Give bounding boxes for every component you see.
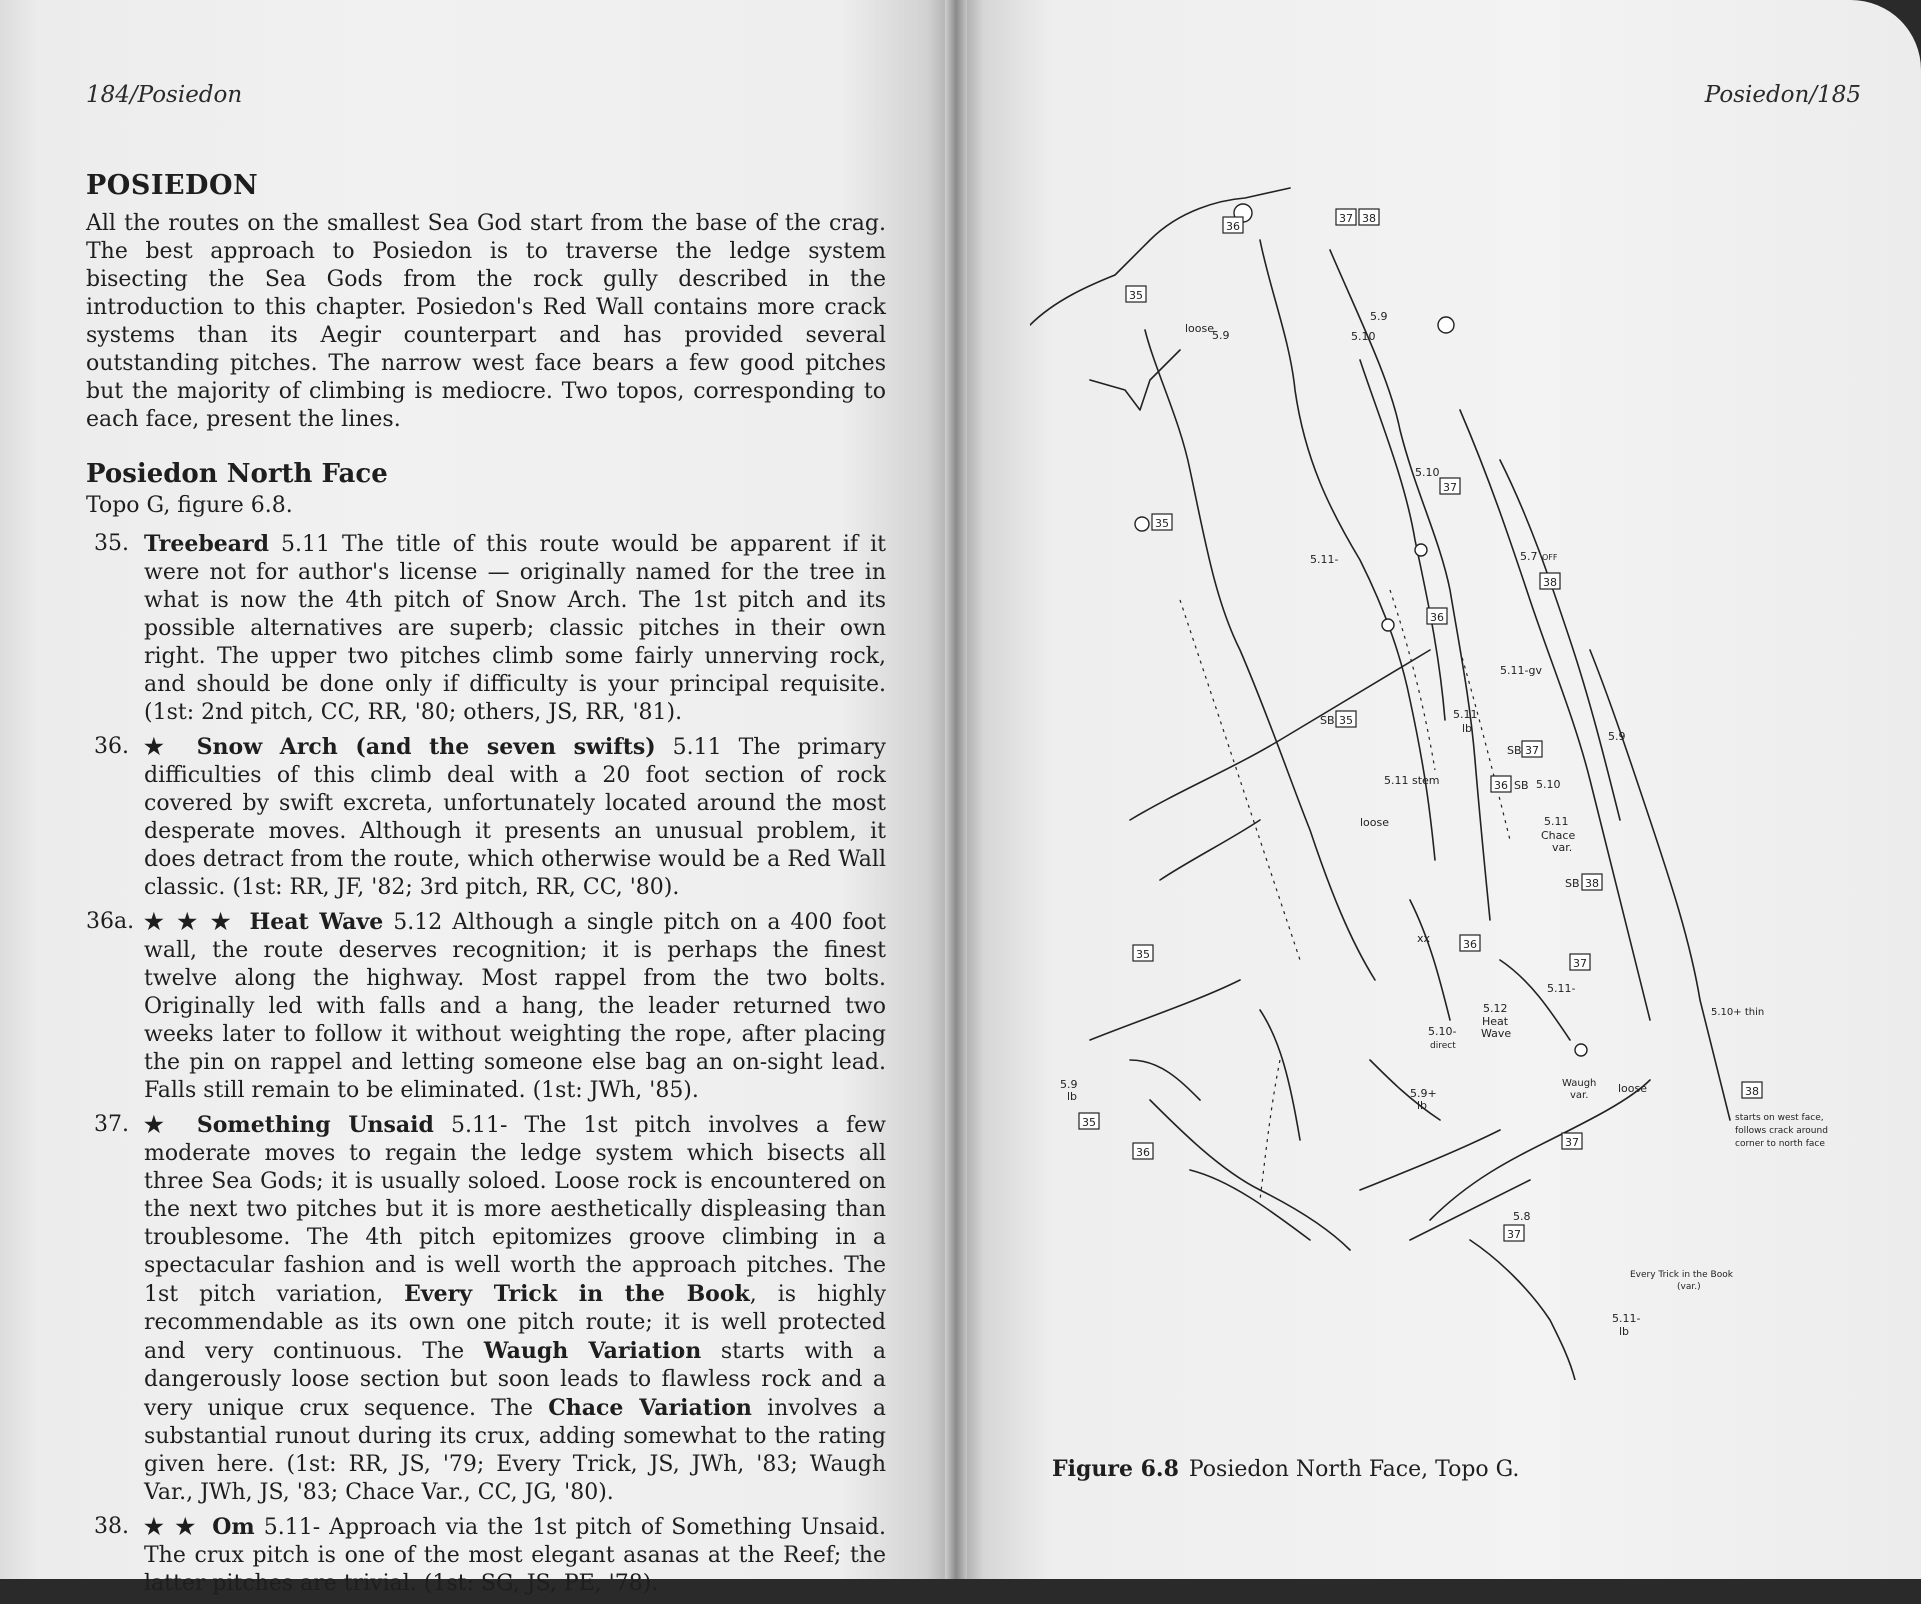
- running-head-left: 184/Posiedon: [86, 82, 243, 108]
- tree-icon: [1438, 317, 1454, 333]
- topo-note: SB: [1507, 744, 1522, 757]
- topo-note: SB: [1565, 877, 1580, 890]
- topo-note: lb: [1619, 1325, 1630, 1338]
- variation-name: Chace Variation: [548, 1395, 752, 1421]
- topo-note: OFF: [1542, 553, 1558, 562]
- topo-note: Chace: [1541, 829, 1576, 842]
- route-number: 36a.: [86, 909, 135, 934]
- route-box-label: 35: [1155, 517, 1169, 530]
- topo-note: Heat: [1482, 1015, 1509, 1028]
- route-description: involves a substantial runout during its crux, adding somewhat to the rating given here. (1st: RR, JS, '79; Every Trick, JS, JWh, '83; Waugh Var., JWh, JS, '83; Chace Var., CC, JG, '80).: [144, 1396, 887, 1505]
- route-entry-36a: [86, 908, 886, 1105]
- route-description: Approach via the 1st pitch of Something Unsaid. The crux pitch is one of the most elegant asanas at the Reef; the latter pitches are trivial. (1st: SG, JS, PE, '78).: [144, 1515, 887, 1596]
- grade-label: 5.7: [1520, 550, 1538, 563]
- grade-label: 5.9: [1060, 1078, 1078, 1091]
- grade-label: 5.11-gv: [1500, 664, 1542, 677]
- star-rating: ★: [144, 734, 174, 760]
- route-description: , is highly recommendable as its own one pitch route; it is well protected and very continuous. The: [144, 1282, 887, 1364]
- variation-name: Waugh Variation: [483, 1338, 702, 1364]
- grade-label: 5.8: [1513, 1210, 1531, 1223]
- route-number: 35.: [94, 531, 129, 556]
- topo-note: (var.): [1677, 1282, 1701, 1292]
- route-entry-37: [86, 1111, 886, 1507]
- topo-note: direct: [1430, 1041, 1456, 1051]
- route-entry-35: [86, 530, 886, 727]
- route-number: 36.: [94, 734, 129, 759]
- route-box-label: 36: [1430, 611, 1444, 624]
- caption-text: Posiedon North Face, Topo G.: [1188, 1457, 1520, 1482]
- route-name: Om: [212, 1514, 255, 1540]
- route-box-label: 38: [1543, 576, 1557, 589]
- route-box-label: 37: [1339, 212, 1353, 225]
- route-box-label: 37: [1573, 957, 1587, 970]
- topo-note: SB: [1320, 714, 1335, 727]
- grade-label: 5.11-: [1612, 1312, 1641, 1325]
- route-description: The 1st pitch involves a few moderate moves to regain the ledge system which bisects all three Sea Gods; it is usually soloed. Loose rock is encountered on the next two pitches but it is more aesthetically displeasing than troublesome. The 4th pitch epitomizes groove climbing in a spectacular fashion and is well worth the approach pitches. The 1st pitch variation,: [144, 1113, 887, 1307]
- route-box-label: 38: [1585, 877, 1599, 890]
- topo-note: var.: [1552, 841, 1573, 854]
- running-head-right: Posiedon/185: [1704, 82, 1861, 108]
- grade-label: 5.11-: [1310, 553, 1339, 566]
- route-box-label: 37: [1565, 1136, 1579, 1149]
- book-gutter: [945, 0, 967, 1579]
- grade-label: 5.10: [1415, 466, 1440, 479]
- grade-label: 5.9: [1608, 730, 1626, 743]
- chapter-title: POSIEDON: [86, 170, 259, 201]
- left-page-content: [86, 172, 886, 1604]
- grade-label: 5.11: [1453, 708, 1478, 721]
- route-box-label: 36: [1494, 779, 1508, 792]
- route-box-label: 37: [1443, 481, 1457, 494]
- route-description: Although a single pitch on a 400 foot wall, the route deserves recognition; it is perhaps the finest twelve along the highway. Most rappel from the two bolts. Originally led with falls and a hang, the leader returned two weeks later to follow it without weighting the rope, after placing the pin on rappel and letting someone else bag an on-sight lead. Falls still remain to be eliminated. (1st: JWh, '85).: [144, 910, 886, 1103]
- route-box-label: 35: [1339, 714, 1353, 727]
- topo-note: lb: [1462, 722, 1473, 735]
- grade-label: 5.10-: [1428, 1025, 1457, 1038]
- grade-label: 5.10: [1351, 330, 1376, 343]
- topo-note: lb: [1067, 1090, 1078, 1103]
- route-box-label: 35: [1082, 1116, 1096, 1129]
- grade-label: 5.10+ thin: [1711, 1007, 1765, 1018]
- topo-figure: [1030, 180, 1890, 1380]
- route-box-label: 36: [1226, 220, 1240, 233]
- section-title: Posiedon North Face: [86, 459, 388, 489]
- route-grade: 5.11: [672, 735, 722, 760]
- topo-note: follows crack around: [1735, 1126, 1828, 1136]
- route-box-label: 35: [1136, 948, 1150, 961]
- intro-paragraph: All the routes on the smallest Sea God start from the base of the crag. The best approach to Posiedon is to traverse the ledge system bisecting the Sea Gods from the rock gully described in the introduction to this chapter. Posiedon's Red Wall contains more crack systems than its Aegir counterpart and has provided several outstanding pitches. The narrow west face bears a few good pitches but the majority of climbing is mediocre. Two topos, corresponding to each face, present the lines.: [86, 211, 886, 432]
- route-name: Heat Wave: [249, 909, 384, 935]
- route-description: The primary difficulties of this climb deal with a 20 foot section of rock covered by swift excreta, unfortunately located around the most desperate moves. Although it presents an unusual problem, it does detract from the route, which otherwise would be a Red Wall classic. (1st: RR, JF, '82; 3rd pitch, RR, CC, '80).: [144, 735, 886, 900]
- topo-note: loose: [1360, 816, 1390, 829]
- topo-note: lb: [1417, 1099, 1428, 1112]
- route-grade: 5.11-: [263, 1515, 321, 1540]
- route-box-label: 38: [1745, 1085, 1759, 1098]
- topo-note: loose: [1618, 1082, 1648, 1095]
- tree-icon: [1575, 1044, 1587, 1056]
- route-name: Snow Arch (and the seven swifts): [196, 734, 656, 760]
- figure-caption: [1052, 1456, 1519, 1482]
- grade-label: 5.11-: [1547, 982, 1576, 995]
- topo-note: var.: [1570, 1090, 1589, 1101]
- route-lines: [1180, 590, 1510, 1200]
- route-box-label: 36: [1463, 938, 1477, 951]
- route-box-label: 35: [1129, 289, 1143, 302]
- route-box-label: 37: [1525, 744, 1539, 757]
- route-description: starts with a dangerously loose section but soon leads to flawless rock and a very unique crux sequence. The: [144, 1339, 887, 1421]
- grade-label: 5.9: [1370, 310, 1388, 323]
- route-grade: 5.11: [281, 532, 330, 557]
- topo-note: xx: [1417, 932, 1431, 945]
- grade-label: 5.9: [1212, 329, 1230, 342]
- grade-label: 5.11 stem: [1384, 774, 1440, 787]
- topo-labels: [1060, 212, 1828, 1338]
- topo-note: starts on west face,: [1735, 1113, 1824, 1123]
- tree-icon: [1382, 619, 1394, 631]
- topo-note: loose: [1185, 322, 1215, 335]
- grade-label: 5.9+: [1410, 1087, 1437, 1100]
- route-box-label: 38: [1362, 212, 1376, 225]
- topo-reference: Topo G, figure 6.8.: [86, 493, 293, 518]
- route-name: Treebeard: [144, 531, 269, 557]
- star-rating: ★ ★: [144, 1514, 198, 1540]
- route-box-label: 37: [1507, 1228, 1521, 1241]
- topo-note: SB: [1514, 779, 1529, 792]
- topo-note: corner to north face: [1735, 1139, 1825, 1149]
- topo-note: Waugh: [1562, 1078, 1597, 1089]
- route-box-label: 36: [1136, 1146, 1150, 1159]
- left-page: [0, 0, 955, 1596]
- route-entry-38: [86, 1513, 886, 1598]
- route-number: 38.: [94, 1514, 129, 1539]
- topo-note: Every Trick in the Book: [1630, 1270, 1733, 1280]
- rock-outline: [1030, 188, 1730, 1380]
- route-number: 37.: [94, 1112, 129, 1137]
- grade-label: 5.11: [1544, 815, 1569, 828]
- route-grade: 5.11-: [450, 1113, 508, 1138]
- tree-icon: [1415, 544, 1427, 556]
- grade-label: 5.10: [1536, 778, 1561, 791]
- grade-label: 5.12: [1483, 1002, 1508, 1015]
- route-description: The title of this route would be apparent if it were not for author's license — originally named for the tree in what is now the 4th pitch of Snow Arch. The 1st pitch and its possible alternatives are superb; classic pitches in their own right. The upper two pitches climb some fairly unnerving rock, and should be done only if difficulty is your principal requisite. (1st: 2nd pitch, CC, RR, '80; others, JS, RR, '81).: [144, 532, 886, 725]
- topo-drawing: [1030, 180, 1890, 1380]
- figure-label: Figure 6.8: [1052, 1456, 1179, 1482]
- star-rating: ★ ★ ★: [144, 909, 234, 935]
- route-grade: 5.12: [393, 910, 443, 935]
- star-rating: ★: [144, 1112, 174, 1138]
- topo-note: Wave: [1481, 1027, 1512, 1040]
- route-entry-36: [86, 733, 886, 902]
- tree-icon: [1135, 517, 1149, 531]
- variation-name: Every Trick in the Book: [404, 1281, 750, 1307]
- route-name: Something Unsaid: [196, 1112, 434, 1138]
